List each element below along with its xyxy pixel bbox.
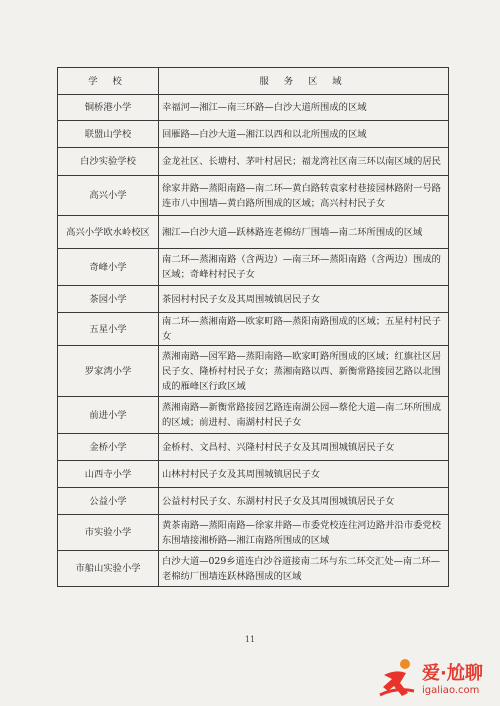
- table-row: [58, 176, 449, 216]
- service-area: 湘江—白沙大道—跃林路连老棉纺厂围墙—南二环所围成的区域: [159, 216, 449, 249]
- table-row: [58, 461, 449, 488]
- watermark-title: 爱·尬聊: [422, 663, 483, 684]
- watermark-url: igaliao.com: [422, 685, 480, 696]
- header-area: 服 务 区 域: [159, 68, 449, 95]
- school-name: 白沙实验学校: [58, 148, 159, 176]
- school-name: 高兴小学欧水岭校区: [58, 216, 159, 249]
- service-area: 白沙大道—029乡道连白沙谷道接南二环与东二环交汇处—南二环—老棉纺厂围墙连跃林路围成的区域: [159, 551, 449, 587]
- service-area: 金龙社区、长塘村、茅叶村居民；福龙湾社区南三环以南区域的居民: [159, 148, 449, 176]
- table-row: [58, 148, 449, 176]
- table-row: [58, 434, 449, 461]
- table-row: [58, 95, 449, 121]
- service-area: 回雁路—白沙大道—湘江以西和以北所围成的区域: [159, 121, 449, 148]
- school-name: 奇峰小学: [58, 249, 159, 286]
- school-name: 五星小学: [58, 313, 159, 346]
- table-row: [58, 346, 449, 397]
- table-row: [58, 286, 449, 313]
- table-row: [58, 397, 449, 434]
- page-number: 11: [244, 635, 256, 644]
- school-name: 前进小学: [58, 397, 159, 434]
- service-area: 南二环—蒸湘南路—欧家町路—蒸阳南路围成的区域；五星村村民子女: [159, 313, 449, 346]
- service-area: 幸福河—湘江—南三环路—白沙大道所围成的区域: [159, 95, 449, 121]
- service-area: 徐家井路—蒸阳南路—南二环—黄白路转袁家村巷接园林路附一号路连市八中围墙—黄白路所围成的区域；高兴村村民子女: [159, 176, 449, 216]
- school-name: 市船山实验小学: [58, 551, 159, 587]
- service-area: 蒸湘南路—园军路—蒸阳南路—欧家町路所围成的区域；红旗社区居民子女、隆桥村村民子女；蒸湘南路以西、新衡常路接园艺路以北围成的雁峰区行政区域: [159, 346, 449, 397]
- site-watermark: [378, 655, 498, 703]
- service-area: 蒸湘南路—新衡常路接园艺路连南湖公园—蔡伦大道—南二环所围成的区域；前进村、南湖村村民子女: [159, 397, 449, 434]
- school-name: 罗家湾小学: [58, 346, 159, 397]
- table-row: [58, 216, 449, 249]
- school-name: 铜桥港小学: [58, 95, 159, 121]
- school-name: 高兴小学: [58, 176, 159, 216]
- service-area: 金桥村、文昌村、兴隆村村民子女及其周围城镇居民子女: [159, 434, 449, 461]
- running-figure-logo-icon: [378, 657, 418, 703]
- school-zone-table: [57, 67, 449, 587]
- school-name: 金桥小学: [58, 434, 159, 461]
- service-area: 黄茶南路—蒸阳南路—徐家井路—市委党校连往河边路并沿市委党校东围墙接湘桥路—湘江南路所围成的区域: [159, 515, 449, 551]
- service-area: 南二环—蒸湘南路（含两边）—南三环—蒸阳南路（含两边）围成的区域；奇峰村村民子女: [159, 249, 449, 286]
- table-header-row: [58, 68, 449, 95]
- service-area: 山林村村民子女及其周围城镇居民子女: [159, 461, 449, 488]
- school-name: 联盟山学校: [58, 121, 159, 148]
- school-name: 山西寺小学: [58, 461, 159, 488]
- table-row: [58, 551, 449, 587]
- table-row: [58, 488, 449, 515]
- table-row: [58, 313, 449, 346]
- table-row: [58, 121, 449, 148]
- school-name: 市实验小学: [58, 515, 159, 551]
- service-area: 茶园村村民子女及其周围城镇居民子女: [159, 286, 449, 313]
- table-row: [58, 249, 449, 286]
- service-area: 公益村村民子女、东湖村村民子女及其周围城镇居民子女: [159, 488, 449, 515]
- table-row: [58, 515, 449, 551]
- header-school: 学 校: [58, 68, 159, 95]
- school-name: 茶园小学: [58, 286, 159, 313]
- school-name: 公益小学: [58, 488, 159, 515]
